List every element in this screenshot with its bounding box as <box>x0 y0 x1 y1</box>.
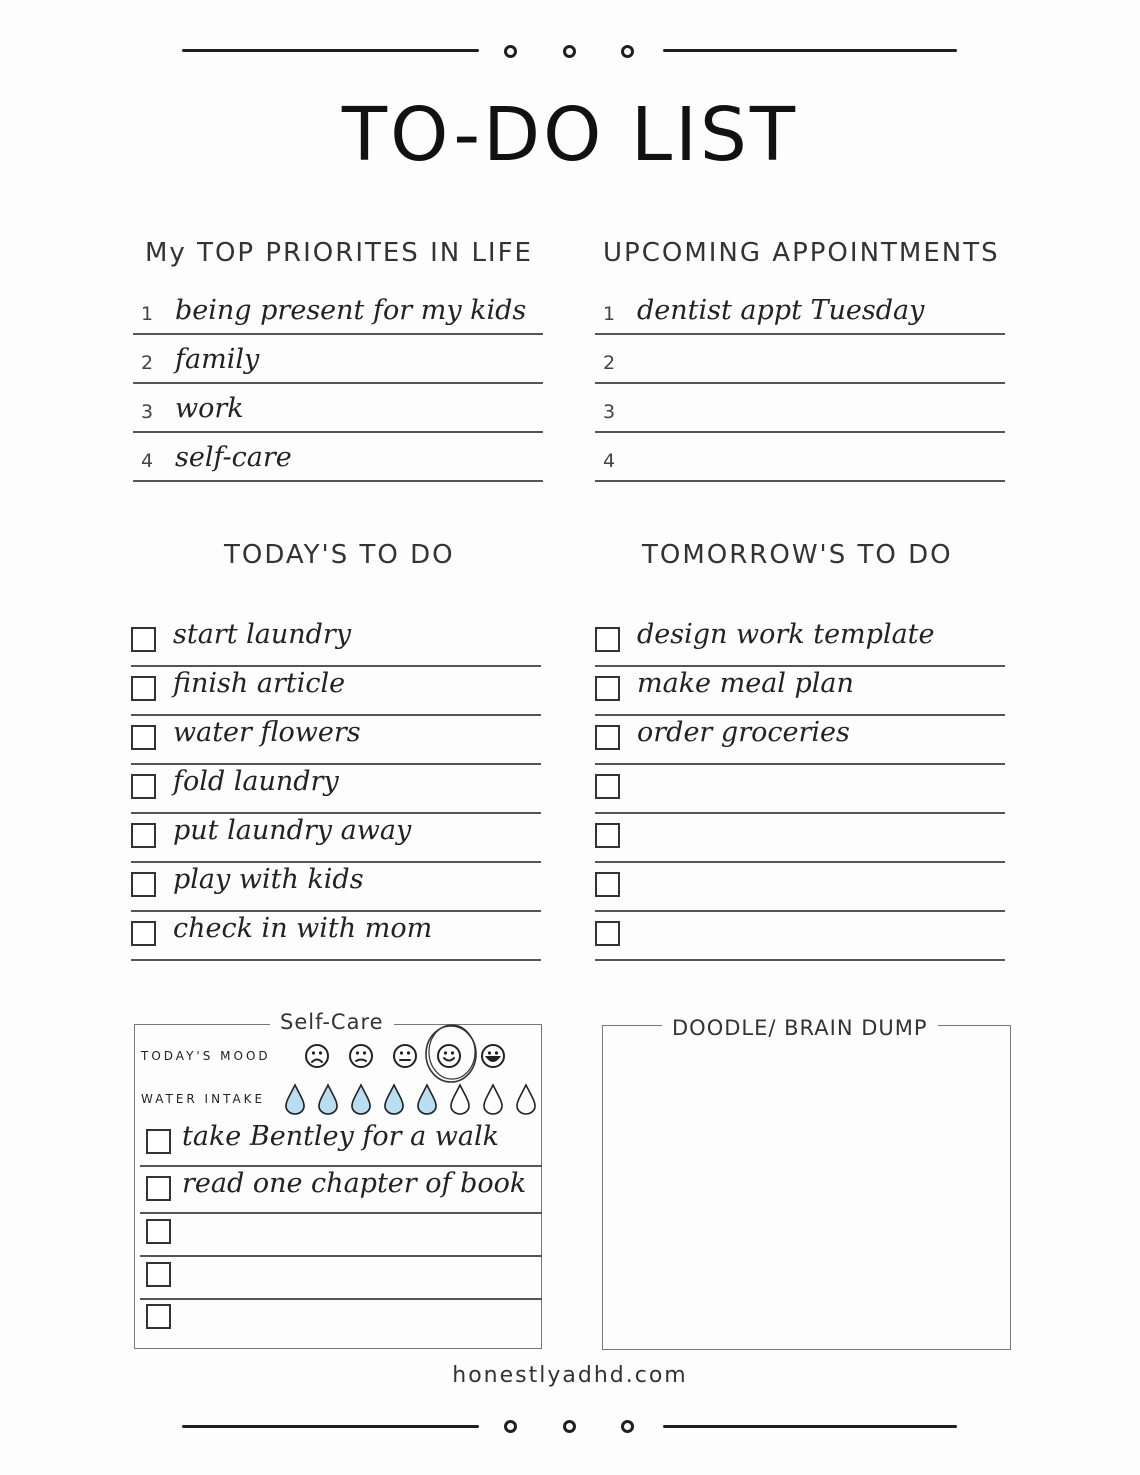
item-line <box>595 431 1005 433</box>
grin-face-icon[interactable] <box>480 1043 506 1069</box>
item-number: 1 <box>603 303 616 325</box>
checkbox[interactable] <box>131 774 156 799</box>
bottom-ring-icon <box>621 1420 634 1433</box>
item-number: 2 <box>141 352 154 374</box>
checkbox[interactable] <box>131 676 156 701</box>
task-line <box>131 910 541 912</box>
water-drop-filled-icon[interactable] <box>283 1083 307 1115</box>
water-drop-icon[interactable] <box>448 1083 472 1115</box>
checkbox[interactable] <box>146 1262 171 1287</box>
task-line <box>595 665 1005 667</box>
task-line <box>140 1298 542 1300</box>
task-line <box>140 1165 542 1167</box>
appointments-heading: UPCOMING APPOINTMENTS <box>603 238 1000 268</box>
task-text[interactable]: make meal plan <box>637 668 854 699</box>
task-line <box>140 1212 542 1214</box>
water-drop-icon[interactable] <box>481 1083 505 1115</box>
water-drop-icon[interactable] <box>514 1083 538 1115</box>
mood-selection-circle <box>422 1018 480 1086</box>
task-line <box>595 763 1005 765</box>
checkbox[interactable] <box>131 725 156 750</box>
item-number: 4 <box>141 450 154 472</box>
item-line <box>133 333 543 335</box>
task-line <box>140 1255 542 1257</box>
task-text[interactable]: take Bentley for a walk <box>182 1121 499 1152</box>
task-line <box>131 763 541 765</box>
today-heading: TODAY'S TO DO <box>224 540 455 570</box>
water-drop-filled-icon[interactable] <box>382 1083 406 1115</box>
bottom-rule-left <box>182 1425 479 1428</box>
task-line <box>131 714 541 716</box>
item-line <box>595 333 1005 335</box>
tomorrow-heading: TOMORROW'S TO DO <box>642 540 953 570</box>
item-text[interactable]: being present for my kids <box>175 295 527 326</box>
task-text[interactable]: design work template <box>637 619 935 650</box>
bottom-ring-icon <box>563 1420 576 1433</box>
bottom-rule-right <box>663 1425 957 1428</box>
task-line <box>595 714 1005 716</box>
item-number: 3 <box>141 401 154 423</box>
item-line <box>595 480 1005 482</box>
bottom-ring-icon <box>504 1420 517 1433</box>
item-number: 3 <box>603 401 616 423</box>
doodle-heading: DOODLE/ BRAIN DUMP <box>662 1016 938 1040</box>
task-line <box>131 665 541 667</box>
item-text[interactable]: work <box>175 393 244 424</box>
water-drop-filled-icon[interactable] <box>316 1083 340 1115</box>
checkbox[interactable] <box>131 627 156 652</box>
very-sad-face-icon[interactable] <box>304 1043 330 1069</box>
item-number: 2 <box>603 352 616 374</box>
task-text[interactable]: put laundry away <box>173 815 412 846</box>
top-rule-left <box>182 49 479 52</box>
task-text[interactable]: read one chapter of book <box>182 1168 527 1199</box>
checkbox[interactable] <box>131 823 156 848</box>
water-label: WATER INTAKE <box>141 1092 266 1106</box>
checkbox[interactable] <box>131 872 156 897</box>
item-line <box>595 382 1005 384</box>
item-text[interactable]: dentist appt Tuesday <box>637 295 925 326</box>
checkbox[interactable] <box>146 1304 171 1329</box>
task-text[interactable]: start laundry <box>173 619 352 650</box>
item-text[interactable]: family <box>175 344 260 375</box>
task-text[interactable]: play with kids <box>173 864 364 895</box>
task-text[interactable]: water flowers <box>173 717 361 748</box>
task-text[interactable]: check in with mom <box>173 913 433 944</box>
task-line <box>131 861 541 863</box>
item-line <box>133 431 543 433</box>
checkbox[interactable] <box>595 774 620 799</box>
task-line <box>131 812 541 814</box>
item-line <box>133 382 543 384</box>
mood-label: TODAY'S MOOD <box>141 1049 271 1063</box>
selfcare-heading: Self-Care <box>270 1010 394 1034</box>
priorities-heading: My TOP PRIORITES IN LIFE <box>145 238 533 268</box>
item-number: 4 <box>603 450 616 472</box>
item-text[interactable]: self-care <box>175 442 292 473</box>
top-ring-icon <box>563 45 576 58</box>
checkbox[interactable] <box>595 627 620 652</box>
checkbox[interactable] <box>131 921 156 946</box>
checkbox[interactable] <box>595 921 620 946</box>
sad-face-icon[interactable] <box>348 1043 374 1069</box>
task-line <box>595 861 1005 863</box>
checkbox[interactable] <box>146 1176 171 1201</box>
task-text[interactable]: fold laundry <box>173 766 339 797</box>
checkbox[interactable] <box>595 676 620 701</box>
neutral-face-icon[interactable] <box>392 1043 418 1069</box>
task-line <box>131 959 541 961</box>
footer-url[interactable]: honestlyadhd.com <box>452 1363 688 1388</box>
task-line <box>595 959 1005 961</box>
checkbox[interactable] <box>146 1129 171 1154</box>
task-text[interactable]: finish article <box>173 668 346 699</box>
doodle-box[interactable] <box>602 1025 1011 1350</box>
top-ring-icon <box>621 45 634 58</box>
page-title: TO-DO LIST <box>341 92 799 178</box>
item-number: 1 <box>141 303 154 325</box>
task-line <box>595 812 1005 814</box>
checkbox[interactable] <box>595 872 620 897</box>
task-line <box>595 910 1005 912</box>
item-line <box>133 480 543 482</box>
task-text[interactable]: order groceries <box>637 717 850 748</box>
water-drop-filled-icon[interactable] <box>349 1083 373 1115</box>
checkbox[interactable] <box>595 725 620 750</box>
checkbox[interactable] <box>146 1219 171 1244</box>
water-drop-filled-icon[interactable] <box>415 1083 439 1115</box>
top-ring-icon <box>504 45 517 58</box>
top-rule-right <box>663 49 957 52</box>
checkbox[interactable] <box>595 823 620 848</box>
